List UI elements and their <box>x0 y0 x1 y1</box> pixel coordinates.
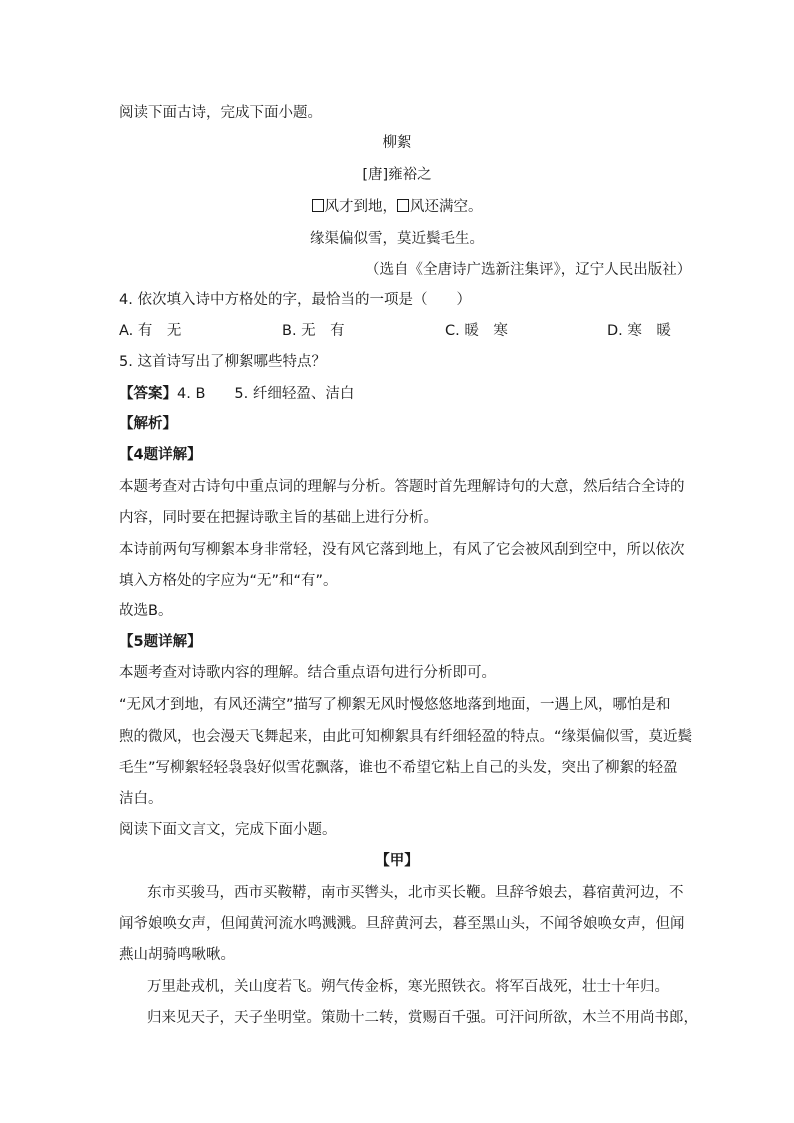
q4-option-d: D. 寒 暖 <box>607 323 671 339</box>
detail-5-para-2c: 毛生”写柳絮轻轻袅袅好似雪花飘落，谁也不希望它粘上自己的头发，突出了柳絮的轻盈 <box>119 760 678 776</box>
detail-5-para-2a: “无风才到地，有风还满空”描写了柳絮无风时慢悠悠地落到地面，一遇上风，哪怕是和 <box>119 697 671 713</box>
answer-label: 【答案】 <box>119 386 177 402</box>
poem-line-1 <box>0 197 794 217</box>
detail-5-para-1: 本题考查对诗歌内容的理解。结合重点语句进行分析即可。 <box>119 665 496 681</box>
q4-option-b: B. 无 有 <box>282 323 345 339</box>
detail-5-para-2b: 煦的微风，也会漫天飞舞起来，由此可知柳絮具有纤细轻盈的特点。“缘渠偏似雪，莫近鬓 <box>119 729 693 745</box>
detail-4-para-1b: 内容，同时要在把握诗歌主旨的基础上进行分析。 <box>119 510 438 526</box>
detail-5-label: 【5题详解】 <box>119 634 202 650</box>
q4-option-c: C. 暖 寒 <box>445 323 508 339</box>
question-4-stem: 4. 依次填入诗中方格处的字，最恰当的一项是（ ） <box>119 292 471 308</box>
detail-4-label: 【4题详解】 <box>119 447 202 463</box>
poem-line-1-part-b: 风还满空。 <box>410 199 483 215</box>
question-5-stem: 5. 这首诗写出了柳絮哪些特点？ <box>119 354 326 370</box>
detail-4-para-2b: 填入方格处的字应为“无”和“有”。 <box>119 573 338 589</box>
poem-source: （选自《全唐诗广选新注集评》，辽宁人民出版社） <box>365 262 692 278</box>
poem-author: [唐]雍裕之 <box>362 167 432 183</box>
answer-text: 4. B 5. 纤细轻盈、洁白 <box>177 386 355 402</box>
blank-box-1 <box>312 199 324 212</box>
detail-4-para-2a: 本诗前两句写柳絮本身非常轻，没有风它落到地上，有风了它会被风刮到空中，所以依次 <box>119 542 685 558</box>
reading-instruction-poem: 阅读下面古诗，完成下面小题。 <box>119 105 322 121</box>
passage-jia-line-3: 燕山胡骑鸣啾啾。 <box>119 947 235 963</box>
q4-option-a: A. 有 无 <box>119 323 182 339</box>
passage-jia-heading: 【甲】 <box>375 853 419 869</box>
poem-title: 柳絮 <box>382 135 412 151</box>
passage-jia-line-4: 万里赴戎机，关山度若飞。朔气传金柝，寒光照铁衣。将军百战死，壮士十年归。 <box>147 979 669 995</box>
poem-line-1-part-a: 风才到地， <box>324 199 397 215</box>
blank-box-2 <box>397 199 409 212</box>
detail-4-conclusion: 故选B。 <box>119 603 173 619</box>
poem-line-2: 缘渠偏似雪，莫近鬓毛生。 <box>310 231 484 247</box>
passage-jia-line-2: 闻爷娘唤女声，但闻黄河流水鸣溅溅。旦辞黄河去，暮至黑山头，不闻爷娘唤女声，但闻 <box>119 916 685 932</box>
answer-line <box>119 384 354 404</box>
detail-5-para-2d: 洁白。 <box>119 791 163 807</box>
passage-jia-line-5: 归来见天子，天子坐明堂。策勋十二转，赏赐百千强。可汗问所欲，木兰不用尚书郎， <box>147 1010 698 1026</box>
reading-instruction-prose: 阅读下面文言文，完成下面小题。 <box>119 822 337 838</box>
passage-jia-line-1: 东市买骏马，西市买鞍鞯，南市买辔头，北市买长鞭。旦辞爷娘去，暮宿黄河边，不 <box>147 885 684 901</box>
detail-4-para-1a: 本题考查对古诗句中重点词的理解与分析。答题时首先理解诗句的大意，然后结合全诗的 <box>119 479 685 495</box>
analysis-label: 【解析】 <box>119 416 177 432</box>
